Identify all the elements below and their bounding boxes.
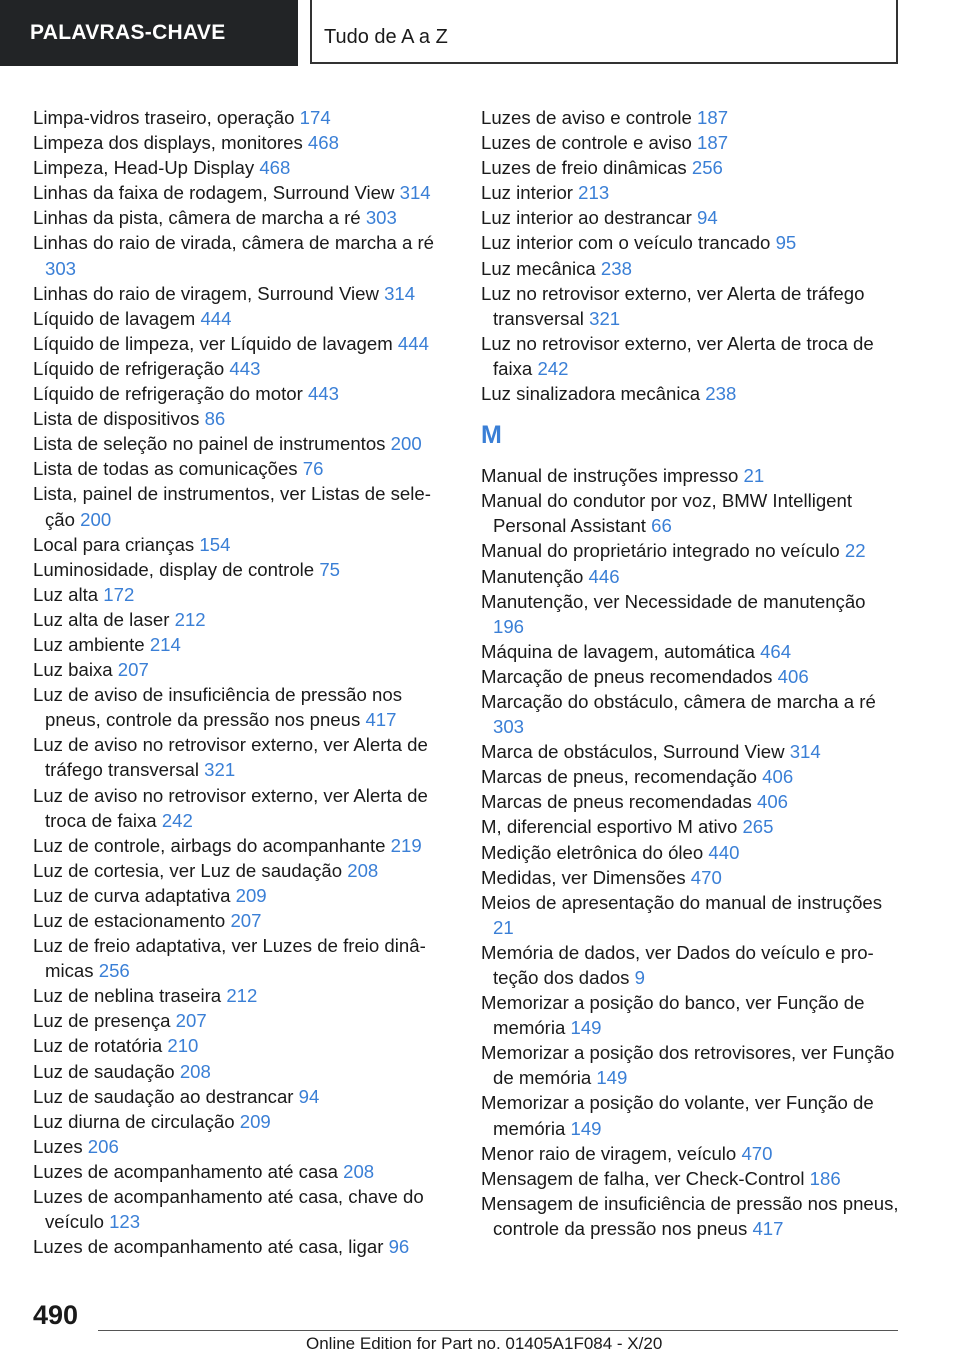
index-entry [481,890,901,940]
index-entry [481,256,901,281]
index-entry-text: Luz mecânica [481,257,596,279]
index-entry [33,933,453,983]
index-entry-page-link[interactable]: 303 [45,257,77,279]
index-entry-page-link[interactable]: 238 [600,257,632,279]
index-entry-text: Linhas do raio de viragem, Surround View [33,282,379,304]
index-entry-text: Marcas de pneus, recomendação [481,766,757,788]
index-entry [481,488,901,538]
index-entry [33,532,453,557]
index-entry-text: Manual de instruções impresso [481,465,739,487]
index-entry-text: Lista de dispositivos [33,408,200,430]
index-entry [33,833,453,858]
index-entry-text: Marcas de pneus recomendadas [481,791,752,813]
index-entry-page-link[interactable]: 321 [204,759,236,781]
index-entry-page-link[interactable]: 186 [809,1167,841,1189]
index-entry-text: Limpeza, Head-Up Display [33,157,255,179]
index-entry-page-link[interactable]: 303 [365,207,397,229]
index-entry-page-link[interactable]: 406 [762,766,794,788]
index-entry-text: Luz ambiente [33,633,145,655]
index-entry [481,739,901,764]
index-entry [33,381,453,406]
index-entry [33,1234,453,1259]
index-entry [481,689,901,739]
index-entry [481,281,901,331]
header-tab-label: PALAVRAS-CHAVE [30,21,226,44]
index-entry-page-link[interactable]: 446 [588,565,620,587]
index-entry-page-link[interactable]: 207 [230,910,262,931]
index-entry [481,155,901,180]
index-entry-page-link[interactable]: 196 [493,615,525,637]
index-entry-page-link[interactable]: 242 [537,357,569,379]
index-entry-text: Luz de presença [33,1010,171,1032]
index-entry-text: Luz de freio adaptativa, ver Luzes de freio dinâmicas [33,935,426,982]
index-entry [33,130,453,155]
index-column-right [481,105,901,1241]
index-entry-page-link[interactable]: 242 [161,809,193,831]
index-entry-page-link[interactable]: 172 [103,583,135,605]
index-entry-page-link[interactable]: 219 [390,834,422,856]
index-entry-text: Luz interior [481,182,573,204]
index-entry [33,983,453,1008]
index-entry-text: Limpa-vidros traseiro, operação [33,107,295,128]
index-group-l [481,105,901,406]
index-entry-text: Luzes de freio dinâmicas [481,157,687,179]
index-column-left [33,105,453,1259]
index-entry-page-link[interactable]: 96 [388,1236,410,1258]
index-entry-text: Mensagem de falha, ver Check-Control [481,1167,805,1189]
index-entry-text: Meios de apresentação do manual de instruções [481,891,883,913]
index-entry-page-link[interactable]: 154 [199,533,231,555]
index-entry-text: Marcação do obstáculo, câmera de marcha a ré [481,690,876,712]
index-entry-page-link[interactable]: 21 [743,465,765,487]
index-entry [33,155,453,180]
index-entry [33,557,453,582]
index-entry [33,632,453,657]
index-entry-page-link[interactable]: 468 [307,132,339,154]
index-entry-text: Menor raio de viragem, veículo [481,1142,737,1164]
index-entry-text: Manual do proprietário integrado no veículo [481,540,840,562]
header-section-label: Tudo de A a Z [324,26,448,48]
index-entry-page-link[interactable]: 406 [756,791,789,813]
index-entry [481,230,901,255]
page-number: 490 [33,1300,79,1330]
index-entry-page-link[interactable]: 417 [365,709,397,731]
footer-edition-text: Online Edition for Part no. 01405A1F084 - X/20 [306,1334,663,1353]
index-entry [481,1040,901,1090]
index-entry [33,406,453,431]
index-entry [481,205,901,230]
index-entry-page-link[interactable]: 238 [705,383,737,405]
index-entry-text: Linhas da faixa de rodagem, Surround View [33,182,395,204]
index-entry-text: Luz no retrovisor externo, ver Alerta de troca de faixa [481,332,874,379]
page-header [0,0,960,66]
index-entry-text: Lista, painel de instrumentos, ver Listas de seleção [33,483,431,530]
index-entry-text: Líquido de refrigeração do motor [33,383,303,405]
index-entry [33,180,453,205]
index-entry-text: Marca de obstáculos, Surround View [481,741,785,763]
index-entry-page-link[interactable]: 208 [347,859,379,881]
index-entry [481,1090,901,1140]
index-entry-page-link[interactable]: 94 [298,1085,320,1107]
index-entry [481,789,901,814]
index-entry-page-link[interactable]: 213 [578,182,610,204]
index-entry-page-link[interactable]: 149 [596,1067,628,1089]
index-entry [33,858,453,883]
index-entry-text: Luz baixa [33,659,113,681]
index-entry-page-link[interactable]: 149 [570,1017,602,1039]
index-entry-page-link[interactable]: 256 [98,960,130,982]
index-entry-page-link[interactable]: 406 [777,665,809,687]
index-entry-page-link[interactable]: 212 [226,985,258,1007]
index-entry [33,783,453,833]
index-entry-page-link[interactable]: 321 [589,307,621,329]
index-entry-page-link[interactable]: 464 [760,640,792,662]
index-entry [481,538,901,563]
index-entry [33,1008,453,1033]
index-entry-text: Luz de aviso no retrovisor externo, ver Alerta de tráfego transversal [33,734,428,781]
index-entry-page-link[interactable]: 314 [384,282,416,304]
index-entry-page-link[interactable]: 303 [493,716,525,738]
index-entry-page-link[interactable]: 207 [117,659,149,681]
index-entry [33,1184,453,1234]
index-entry-page-link[interactable]: 22 [844,540,866,562]
index-entry [33,908,453,933]
index-entry [33,883,453,908]
section-letter-heading: M [481,421,502,450]
index-entry-page-link[interactable]: 187 [697,107,729,128]
index-entry-page-link[interactable]: 444 [200,307,232,329]
index-entry [33,456,453,481]
index-entry [33,356,453,381]
index-entry-text: Manutenção, ver Necessidade de manutenção [481,590,866,612]
index-entry-text: Luz alta de laser [33,608,170,630]
index-entry-text: Lista de seleção no painel de instrumentos [33,433,386,455]
index-entry-text: Memorizar a posição do volante, ver Função de memória [481,1092,874,1139]
index-entry-page-link[interactable]: 200 [80,508,112,530]
index-entry-text: Líquido de limpeza, ver Líquido de lavagem [33,332,393,354]
index-entry-text: Luz interior ao destrancar [481,207,692,229]
index-entry-text: Memorizar a posição do banco, ver Função de memória [481,992,865,1039]
index-entry [481,940,901,990]
index-entry-page-link[interactable]: 187 [697,132,729,154]
index-entry [33,1159,453,1184]
index-entry-text: Líquido de refrigeração [33,357,225,379]
index-entry-text: Linhas do raio de virada, câmera de marcha a ré [33,232,435,254]
index-entry-page-link[interactable]: 444 [397,332,429,354]
index-entry-text: Marcação de pneus recomendados [481,665,773,687]
index-entry-text: Mensagem de insuficiência de pressão nos pneus, controle da pressão nos pneus [481,1192,899,1239]
index-entry-text: Luzes de acompanhamento até casa, chave do veículo [33,1186,424,1233]
index-group-m [481,463,901,1241]
header-section [310,0,898,64]
index-entry-page-link[interactable]: 21 [493,916,514,938]
index-entry-page-link[interactable]: 470 [690,866,722,888]
index-entry [33,205,453,230]
index-entry [33,331,453,356]
index-entry-text: Medição eletrônica do óleo [481,841,704,863]
index-entry [33,306,453,331]
index-entry-page-link[interactable]: 66 [651,515,672,537]
index-entry [33,431,453,456]
index-entry-text: Luz de rotatória [33,1035,163,1057]
index-entry-text: Luzes de controle e aviso [481,132,692,154]
index-entry [481,589,901,639]
index-entry [33,230,453,280]
index-entry-page-link[interactable]: 210 [167,1035,199,1057]
index-entry-text: Luz de cortesia, ver Luz de saudação [33,859,343,881]
index-entry-page-link[interactable]: 443 [307,383,339,405]
index-entry [481,463,901,488]
index-entry-text: Memória de dados, ver Dados do veículo e proteção dos dados [481,941,874,988]
index-entry-page-link[interactable]: 314 [399,182,431,204]
index-entry-page-link[interactable]: 76 [302,458,324,480]
index-entry-text: Luz de saudação ao destrancar [33,1085,294,1107]
index-entry-text: Luz de aviso de insuficiência de pressão nos pneus, controle da pressão nos pneus [33,684,403,731]
index-entry [33,682,453,732]
index-entry-text: Luz de saudação [33,1060,175,1082]
index-entry-page-link[interactable]: 468 [259,157,291,179]
index-entry-text: Luz no retrovisor externo, ver Alerta de tráfego transversal [481,282,865,329]
index-entry-page-link[interactable]: 209 [235,884,267,906]
index-entry [481,130,901,155]
index-entry [481,840,901,865]
index-entry [481,664,901,689]
index-entry-text: Lista de todas as comunicações [33,458,298,480]
index-entry-page-link[interactable]: 123 [109,1211,141,1233]
footer-rule [98,1330,898,1331]
index-entry [33,1109,453,1134]
index-entry-text: Luzes de aviso e controle [481,107,692,128]
index-entry-text: Linhas da pista, câmera de marcha a ré [33,207,361,229]
index-entry-text: Luz de aviso no retrovisor externo, ver Alerta de troca de faixa [33,784,428,831]
index-entry [481,105,901,130]
index-entry-text: Luz de curva adaptativa [33,884,231,906]
index-entry-page-link[interactable]: 314 [789,741,821,763]
index-entry [33,657,453,682]
index-entry-page-link[interactable]: 208 [343,1160,375,1182]
index-entry-text: Luz diurna de circulação [33,1110,235,1132]
index-entry [33,1134,453,1159]
index-entry [481,764,901,789]
index-entry-text: Luz alta [33,583,99,605]
index-entry-page-link[interactable]: 212 [174,608,206,630]
index-entry-page-link[interactable]: 75 [319,558,341,580]
header-tab-keywords [0,0,298,66]
index-entry-text: Limpeza dos displays, monitores [33,132,303,154]
index-entry [33,607,453,632]
index-entry-text: Luz sinalizadora mecânica [481,383,701,405]
index-entry-text: Luz de neblina traseira [33,985,222,1007]
index-entry [481,180,901,205]
index-entry-text: Máquina de lavagem, automática [481,640,755,662]
index-entry-text: Luminosidade, display de controle [33,558,315,580]
index-entry [33,105,453,130]
index-entry-page-link[interactable]: 443 [229,357,261,379]
index-entry-page-link[interactable]: 470 [741,1142,773,1164]
index-entry-text: Líquido de lavagem [33,307,196,329]
index-entry-text: Luzes de acompanhamento até casa, ligar [33,1236,384,1258]
index-entry [481,865,901,890]
index-entry [481,1191,901,1241]
index-entry-page-link[interactable]: 417 [752,1217,784,1239]
index-entry-text: Luz de estacionamento [33,910,226,931]
index-entry [33,582,453,607]
index-entry-page-link[interactable]: 200 [390,433,422,455]
index-entry-text: Manutenção [481,565,584,587]
index-entry-page-link[interactable]: 86 [204,408,226,430]
index-entry-page-link[interactable]: 174 [299,107,331,128]
index-entry [33,481,453,531]
index-entry [33,1084,453,1109]
index-entry [481,814,901,839]
index-entry [481,1166,901,1191]
index-entry-page-link[interactable]: 208 [179,1060,211,1082]
index-entry-text: Local para crianças [33,533,195,555]
index-entry [33,732,453,782]
index-entry-page-link[interactable]: 94 [697,207,718,229]
index-entry-text: Memorizar a posição dos retrovisores, ver Função de memória [481,1042,895,1089]
index-entry [481,639,901,664]
index-entry-page-link[interactable]: 206 [87,1135,119,1157]
index-entry-page-link[interactable]: 95 [775,232,797,254]
index-entry-text: Luzes [33,1135,83,1157]
index-entry-text: M, diferencial esportivo M ativo [481,816,738,838]
index-entry [481,990,901,1040]
index-entry-page-link[interactable]: 440 [708,841,740,863]
index-entry-page-link[interactable]: 209 [239,1110,271,1132]
index-entry-text: Luz interior com o veículo trancado [481,232,771,254]
index-entry-page-link[interactable]: 256 [691,157,723,179]
index-entry [481,1141,901,1166]
index-entry-text: Medidas, ver Dimensões [481,866,686,888]
index-entry-text: Luz de controle, airbags do acompanhante [33,834,386,856]
index-entry [481,331,901,381]
index-entry-page-link[interactable]: 207 [175,1010,207,1032]
index-entry [481,381,901,406]
index-entry [481,564,901,589]
index-entry-page-link[interactable]: 214 [149,633,181,655]
index-entry [33,281,453,306]
index-entry-page-link[interactable]: 265 [742,816,774,838]
index-entry-text: Luzes de acompanhamento até casa [33,1160,338,1182]
index-entry-page-link[interactable]: 9 [634,967,645,988]
index-entry [33,1033,453,1058]
index-entry [33,1059,453,1084]
index-entry-text: Manual do condutor por voz, BMW Intelligent Personal Assistant [481,490,853,537]
index-entry-page-link[interactable]: 149 [570,1117,602,1139]
